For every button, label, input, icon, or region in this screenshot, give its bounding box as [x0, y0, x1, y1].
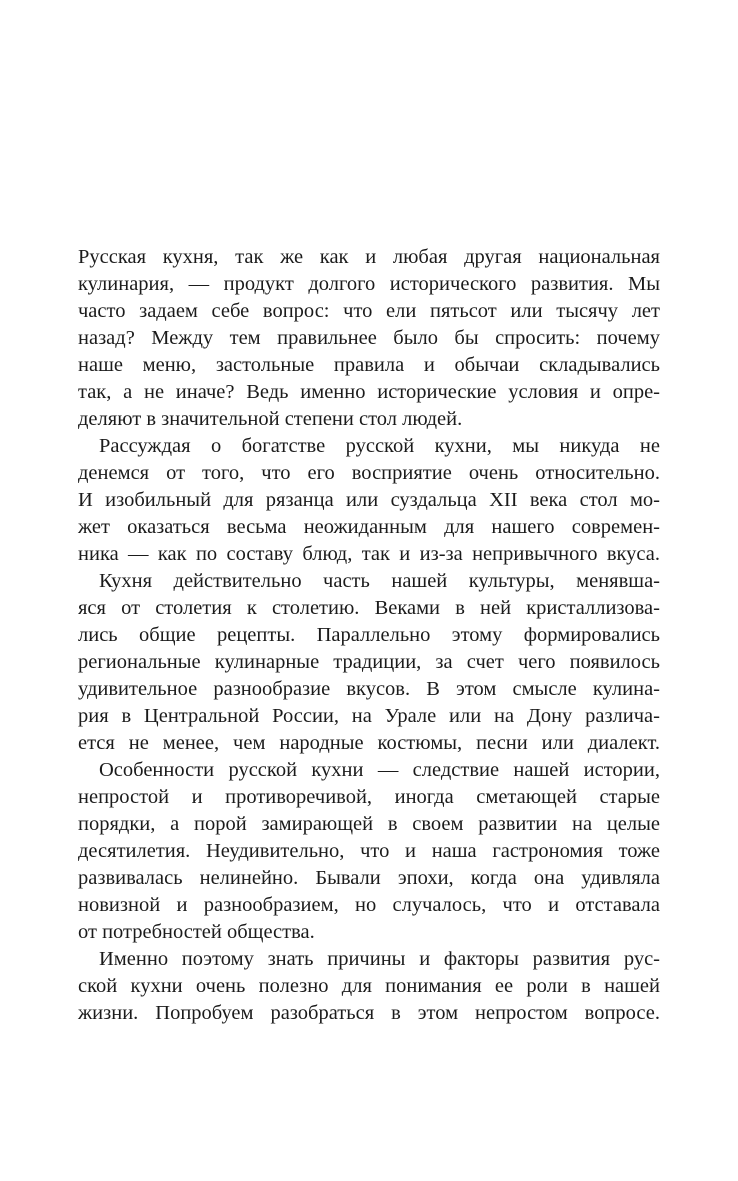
text-line: денемся от того, что его восприятие очень относительно.	[78, 462, 660, 484]
text-line: лись общие рецепты. Параллельно этому формировались	[78, 624, 660, 646]
text-line: так, а не иначе? Ведь именно исторические условия и опре-	[78, 381, 660, 403]
text-line: назад? Между тем правильнее было бы спросить: почему	[78, 327, 660, 349]
text-line: яся от столетия к столетию. Веками в ней кристаллизова-	[78, 597, 660, 619]
text-line: Кухня действительно часть нашей культуры, менявша-	[99, 570, 660, 592]
text-line: непростой и противоречивой, иногда сметающей старые	[78, 786, 660, 808]
text-line: кулинария, — продукт долгого исторического развития. Мы	[78, 273, 660, 295]
text-line: ника — как по составу блюд, так и из-за непривычного вкуса.	[78, 543, 660, 565]
text-line: Русская кухня, так же как и любая другая национальная	[78, 246, 660, 268]
text-line: региональные кулинарные традиции, за счет чего появилось	[78, 651, 660, 673]
text-line: рия в Центральной России, на Урале или на Дону различа-	[78, 705, 660, 727]
paragraph	[78, 433, 660, 568]
text-line: Рассуждая о богатстве русской кухни, мы никуда не	[99, 435, 660, 457]
text-line: Особенности русской кухни — следствие нашей истории,	[99, 759, 660, 781]
text-line: порядки, а порой замирающей в своем развитии на целые	[78, 813, 660, 835]
text-line: жет оказаться весьма неожиданным для нашего современ-	[78, 516, 660, 538]
text-line: ской кухни очень полезно для понимания ее роли в нашей	[78, 975, 660, 997]
paragraph	[78, 757, 660, 946]
text-line: И изобильный для рязанца или суздальца XII века стол мо-	[78, 489, 660, 511]
text-line: десятилетия. Неудивительно, что и наша гастрономия тоже	[78, 840, 660, 862]
text-line: от потребностей общества.	[78, 921, 315, 943]
text-line: жизни. Попробуем разобраться в этом непростом вопросе.	[78, 1002, 660, 1024]
body-text	[78, 244, 660, 1027]
text-line: часто задаем себе вопрос: что ели пятьсот или тысячу лет	[78, 300, 660, 322]
text-line: развивалась нелинейно. Бывали эпохи, когда она удивляла	[78, 867, 660, 889]
text-line: Именно поэтому знать причины и факторы развития рус-	[99, 948, 660, 970]
text-line: наше меню, застольные правила и обычаи складывались	[78, 354, 660, 376]
paragraph	[78, 568, 660, 757]
paragraph	[78, 244, 660, 433]
paragraph	[78, 946, 660, 1027]
text-line: деляют в значительной степени стол людей.	[78, 408, 463, 430]
text-line: ется не менее, чем народные костюмы, песни или диалект.	[78, 732, 660, 754]
text-line: новизной и разнообразием, но случалось, что и отставала	[78, 894, 660, 916]
text-line: удивительное разнообразие вкусов. В этом смысле кулина-	[78, 678, 660, 700]
